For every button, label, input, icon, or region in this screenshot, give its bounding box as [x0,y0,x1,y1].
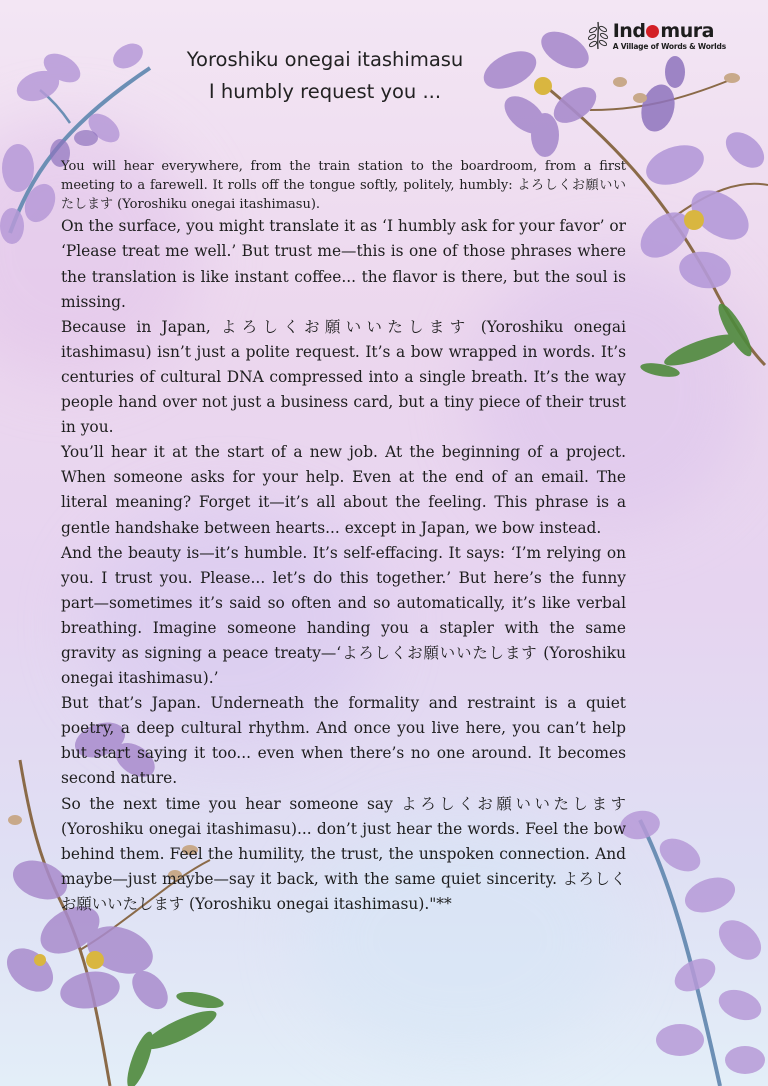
brand-logo[interactable] [587,20,726,51]
leaf-logo-icon [587,20,609,50]
red-sun-dot [646,25,659,38]
paragraph: So the next time you hear someone say よろしくお願いいたします (Yoroshiku onegai itashimasu)... don’t just hear the words. Feel the bow behind them. Feel the humility, the trust, the unspoken connection. And maybe—just maybe—say it back, with the same quiet sincerity. よろしくお願いいたします (Yoroshiku onegai itashimasu)."** [61,794,626,913]
paragraph: Because in Japan, よろしくお願いいたします (Yoroshiku onegai itashimasu) isn’t just a polite request. It’s a bow wrapped in words. It’s centuries of cultural DNA compressed into a single breath. It’s the way people hand over not just a business card, but a tiny piece of their trust in you. [61,317,626,437]
paragraph: On the surface, you might translate it as ‘I humbly ask for your favor’ or ‘Please treat me well.’ But trust me—this is one of those phrases where the translation is like instant coffee... the flavor is there, but the soul is missing. [61,217,626,311]
brand-name [613,20,726,42]
page-title [160,44,490,108]
paragraph-intro: You will hear everywhere, from the train station to the boardroom, from a first meeting to a farewell. It rolls off the tongue softly, politely, humbly: よろしくお願いいたします (Yoroshiku onegai itashimasu). [61,159,626,212]
brand-name-part2: mura [660,20,714,42]
paragraph: But that’s Japan. Underneath the formality and restraint is a quiet poetry, a deep cultural rhythm. And once you live here, you can’t help but start saying it too... even when there’s no one around. It becomes second nature. [61,694,626,788]
article-body [61,158,626,917]
brand-name-part1: Ind [612,20,646,42]
title-line-2: I humbly request you ... [208,80,442,103]
paragraph: You’ll hear it at the start of a new job. At the beginning of a project. When someone asks for your help. Even at the end of an email. The literal meaning? Forget it—it’s all about the feeling. This phrase is a gentle handshake between hearts... except in Japan, we bow instead. [61,443,626,537]
brand-tagline: A Village of Words & Worlds [612,42,726,51]
brand-text [613,20,726,51]
watercolor-flower-branch [610,800,768,1086]
title-line-1: Yoroshiku onegai itashimasu [186,48,464,71]
paragraph: And the beauty is—it’s humble. It’s self-effacing. It says: ‘I’m relying on you. I trust you. Please... let’s do this together.’ But here’s the funny part—sometimes it’s said so often and so automatically, it’s like verbal breathing. Imagine someone handing you a stapler with the same gravity as signing a peace treaty—‘よろしくお願いいたします (Yoroshiku onegai itashimasu).’ [61,543,626,688]
